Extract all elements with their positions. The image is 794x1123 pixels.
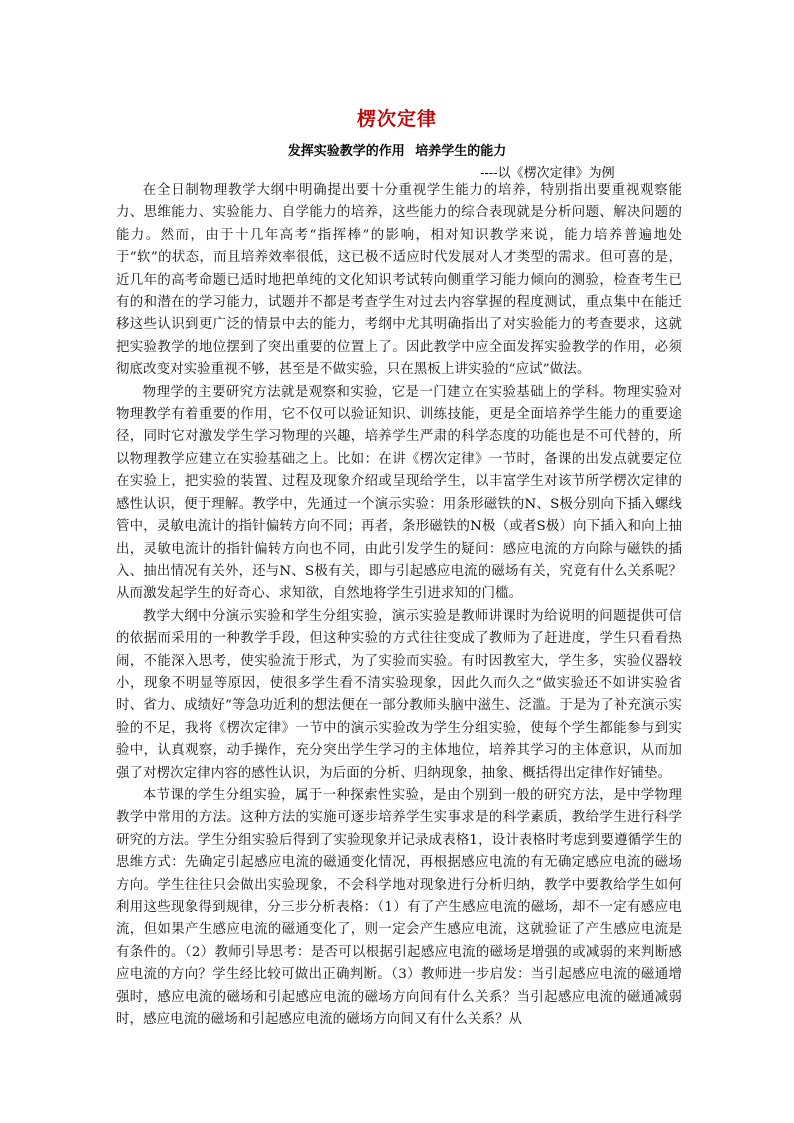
document-subtitle: 发挥实验教学的作用 培养学生的能力 [287,144,507,159]
paragraph-4: 本节课的学生分组实验，属于一种探索性实验，是由个别到一般的研究方法，是中学物理教学中常用的方法。这种方法的实施可逐步培养学生实事求是的科学素质，教给学生进行科学研究的方法。学生分组实验后得到了实验现象并记录成表格1，设计表格时考虑到要遵循学生的思维方式：先确定引起感应电流的磁通变化情况，再根据感应电流的有无确定感应电流的磁场方向。学生往往只会做出实验现象，不会科学地对现象进行分析归纳，教学中要教给学生如何利用这些现象得到规律，分三步分析表格：（1）有了产生感应电流的磁场，却不一定有感应电流，但如果产生感应电流的磁通变化了，则一定会产生感应电流，这就验证了产生感应电流是有条件的。（2）教师引导思考：是否可以根据引起感应电流的磁场是增强的或减弱的来判断感应电流的方向？学生经比较可做出正确判断。（3）教师进一步启发：当引起感应电流的磁通增强时，感应电流的磁场和引起感应电流的磁场方向间有什么关系？当引起感应电流的磁通减弱时，感应电流的磁场和引起感应电流的磁场方向间又有什么关系？从 [116,787,682,1028]
document-byline: ----以《楞次定律》为例 [480,166,615,181]
paragraph-3: 教学大纲中分演示实验和学生分组实验，演示实验是教师讲课时为给说明的问题提供可信的依据而采用的一种教学手段，但这种实验的方式往往变成了教师为了赶进度，学生只看看热闹，不能深入思考，使实验流于形式，为了实验而实验。有时因教室大，学生多，实验仪器较小，现象不明显等原因，使很多学生看不清实验现象，因此久而久之“做实验还不如讲实验省时、省力、成绩好”等急功近利的想法便在一部分教师头脑中滋生、泛滥。于是为了补充演示实验的不足，我将《楞次定律》一节中的演示实验改为学生分组实验，使每个学生都能参与到实验中，认真观察，动手操作，充分突出学生学习的主体地位，培养其学习的主体意识，从而加强了对楞次定律内容的感性认识，为后面的分析、归纳现象，抽象、概括得出定律作好铺垫。 [116,608,682,781]
paragraph-2: 物理学的主要研究方法就是观察和实验，它是一门建立在实验基础上的学科。物理实验对物理教学有着重要的作用，它不仅可以验证知识、训练技能，更是全面培养学生能力的重要途径，同时它对激发学生学习物理的兴趣，培养学生严肃的科学态度的功能也是不可代替的，所以物理教学应建立在实验基础之上。比如：在讲《楞次定律》一节时，备课的出发点就要定位在实验上，把实验的装置、过程及现象介绍或呈现给学生，以丰富学生对该节所学楞次定律的感性认识，便于理解。教学中，先通过一个演示实验：用条形磁铁的N、S极分别向下插入螺线管中，灵敏电流计的指针偏转方向不同；再者，条形磁铁的N极（或者S极）向下插入和向上抽出，灵敏电流计的指针偏转方向也不同，由此引发学生的疑问：感应电流的方向除与磁铁的插入、抽出情况有关外，还与N、S极有关，即与引起感应电流的磁场有关，究竟有什么关系呢？从而激发起学生的好奇心、求知欲，自然地将学生引进求知的门槛。 [116,384,682,602]
paragraph-1: 在全日制物理教学大纲中明确提出要十分重视学生能力的培养，特别指出要重视观察能力、思维能力、实验能力、自学能力的培养，这些能力的综合表现就是分析问题、解决问题的能力。然而，由于十几年高考“指挥棒”的影响，相对知识教学来说，能力培养普遍地处于“软”的状态，而且培养效率很低，这已极不适应时代发展对人才类型的需求。但可喜的是，近几年的高考命题已适时地把单纯的文化知识考试转向侧重学习能力倾向的测验，检查考生已有的和潜在的学习能力，试题并不都是考查学生对过去内容掌握的程度测试，重点集中在能迁移这些认识到更广泛的情景中去的能力，考纲中尤其明确指出了对实验能力的考查要求，这就把实验教学的地位摆到了突出重要的位置上了。因此教学中应全面发挥实验教学的作用，必须彻底改变对实验重视不够，甚至是不做实验，只在黑板上讲实验的“应试”做法。 [116,183,682,378]
document-title: 楞次定律 [356,108,437,130]
document-body [116,180,682,1031]
